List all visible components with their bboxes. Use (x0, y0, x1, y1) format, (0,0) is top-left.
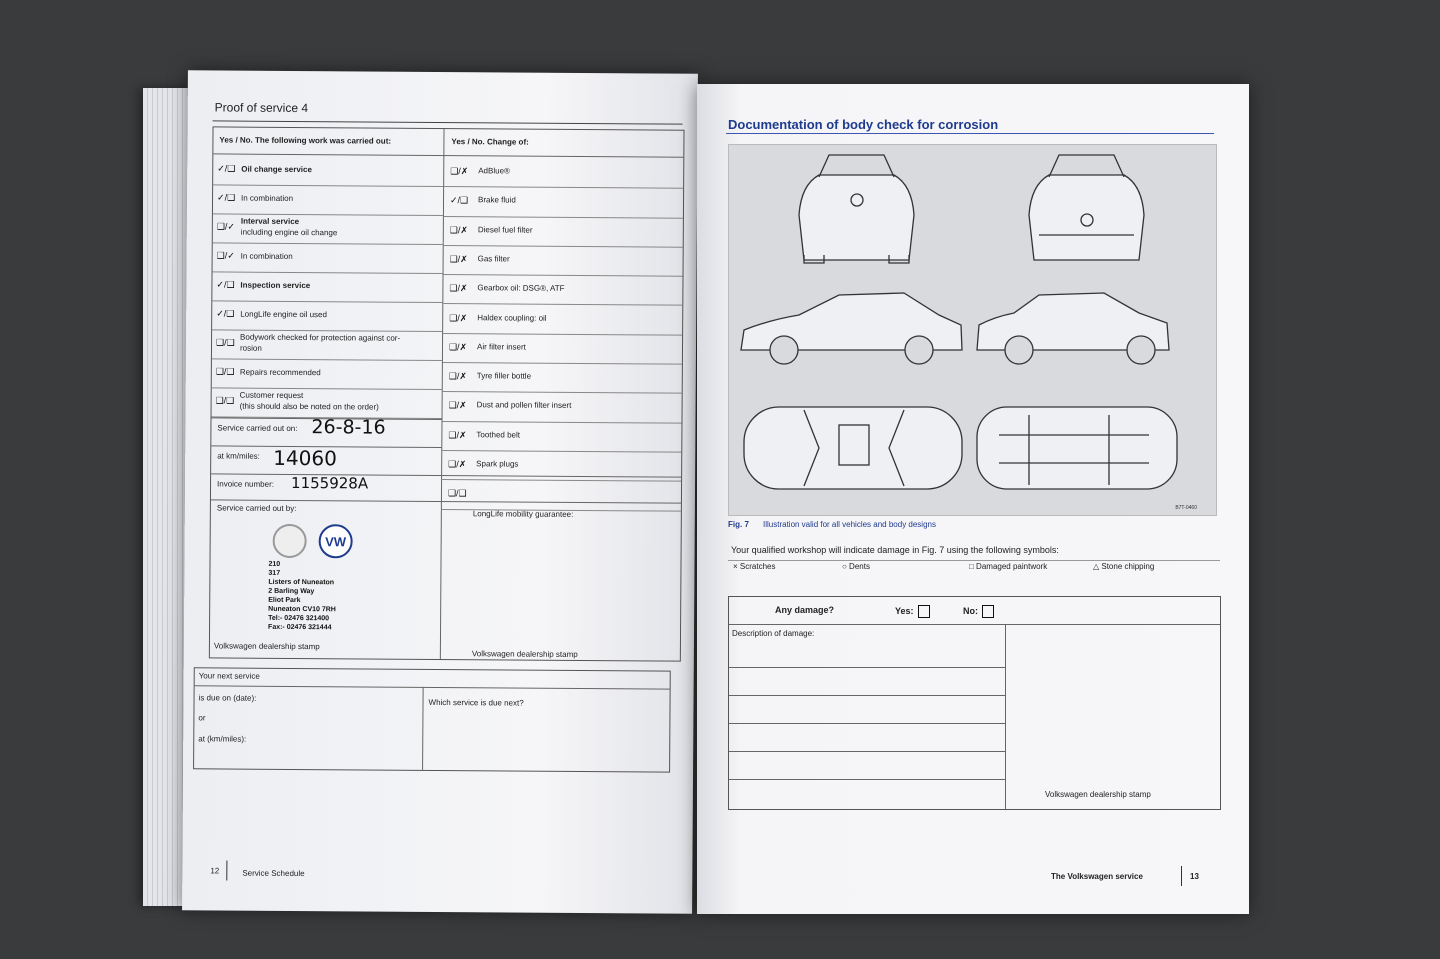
work-item-label: In combination (240, 251, 293, 261)
change-item-label: Gas filter (477, 254, 510, 264)
stamp-line: Nuneaton CV10 7RH (268, 605, 336, 614)
work-item-row (213, 184, 443, 216)
damage-symbol-legend: △ Stone chipping (1093, 562, 1155, 571)
service-date-label: Service carried out on: (217, 423, 298, 434)
work-item-row (212, 300, 442, 332)
change-item-row (443, 304, 682, 336)
dealer-stamp-label: Volkswagen dealership stamp (1045, 790, 1151, 799)
change-header: Yes / No. Change of: (451, 137, 529, 147)
work-item-row (212, 358, 442, 390)
yes-no-checkbox[interactable]: ✓/❑ (217, 163, 236, 174)
any-damage-label: Any damage? (775, 605, 835, 615)
figure-label: Fig. 7 (728, 520, 749, 529)
work-item-row (212, 271, 442, 303)
yes-no-checkbox[interactable]: ❑/✓ (216, 250, 235, 261)
right-page-number: 13 (1190, 872, 1199, 881)
service-table (209, 126, 685, 661)
vw-logo-icon (319, 524, 353, 558)
change-item-label: Toothed belt (476, 429, 521, 440)
right-footer: The Volkswagen service (1051, 872, 1143, 881)
or-label: or (198, 713, 206, 723)
work-item-label: Bodywork checked for protection against cor- (240, 332, 401, 343)
svg-text:VW: VW (325, 534, 347, 550)
yes-no-checkbox[interactable]: ✓/❑ (216, 308, 235, 319)
no-checkbox[interactable] (982, 605, 994, 618)
work-item-label: Interval service (240, 216, 300, 227)
change-item-row (443, 333, 682, 365)
work-item-sublabel: including engine oil change (240, 227, 338, 238)
no-label: No: (963, 605, 994, 618)
service-by-label: Service carried out by: (216, 503, 297, 513)
change-item-label: Diesel fuel filter (477, 224, 533, 235)
mileage-value[interactable]: 14060 (273, 445, 337, 471)
invoice-value[interactable]: 1155928A (290, 473, 369, 493)
change-item-row (443, 274, 682, 306)
work-item-label: Customer request (239, 390, 304, 401)
change-item-label: Gearbox oil: DSG®, ATF (477, 283, 565, 294)
work-item-row (213, 155, 443, 187)
car-outlines (729, 145, 1216, 515)
yes-no-checkbox[interactable]: ❑/✗ (449, 253, 468, 265)
change-item-label: Dust and pollen filter insert (476, 400, 572, 411)
work-item-label: Repairs recommended (239, 367, 321, 378)
longlife-label: LongLife mobility guarantee: (472, 509, 574, 519)
change-item-row (442, 421, 681, 453)
work-item-row (212, 329, 442, 361)
change-item-row (442, 479, 681, 511)
dealer-stamp-label-2: Volkswagen dealership stamp (471, 649, 578, 659)
yes-no-checkbox[interactable]: ❑/✗ (448, 400, 467, 411)
work-header: Yes / No. The following work was carried out: (219, 135, 392, 146)
figure-code: B7T-0460 (1175, 505, 1197, 511)
change-item-row (444, 216, 683, 248)
change-item-row (442, 391, 681, 423)
left-page (182, 70, 698, 914)
damage-table (728, 596, 1221, 810)
instruction-text: Your qualified workshop will indicate damage in Fig. 7 using the following symbols: (731, 545, 1059, 555)
work-item-row (213, 242, 443, 274)
service-date-value[interactable]: 26-8-16 (311, 416, 386, 439)
work-item-sublabel: (this should also be noted on the order) (239, 401, 379, 412)
yes-checkbox[interactable] (918, 605, 930, 618)
change-item-label: Tyre filler bottle (476, 371, 532, 381)
change-item-row (444, 245, 683, 277)
dealer-logo-icon (273, 524, 307, 558)
page-title: Documentation of body check for corrosion (728, 117, 999, 132)
car-diagram-figure (728, 144, 1217, 516)
yes-no-checkbox[interactable]: ❑/✗ (448, 371, 467, 382)
change-item-row (444, 157, 683, 189)
damage-symbol-legend: ○ Dents (842, 562, 870, 571)
page-title: Proof of service 4 (214, 100, 309, 116)
stamp-line: 2 Barling Way (268, 587, 315, 596)
damage-symbol-legend: □ Damaged paintwork (969, 562, 1048, 571)
left-footer: Service Schedule (242, 868, 305, 879)
yes-no-checkbox[interactable]: ❑/❑ (215, 366, 235, 377)
dealer-stamp-text (268, 560, 336, 632)
stamp-line: Listers of Nuneaton (268, 578, 335, 587)
description-label: Description of damage: (732, 629, 815, 638)
yes-no-checkbox[interactable]: ❑/✓ (216, 221, 236, 232)
change-item-row (444, 186, 683, 218)
yes-no-checkbox[interactable]: ❑/✗ (449, 224, 468, 235)
work-item-row (213, 213, 443, 245)
yes-label: Yes: (895, 605, 930, 618)
yes-no-checkbox[interactable]: ❑/✗ (450, 166, 469, 177)
figure-caption: Illustration valid for all vehicles and body designs (763, 520, 936, 529)
right-page (697, 84, 1249, 914)
yes-no-checkbox[interactable]: ❑/✗ (449, 312, 468, 323)
left-page-number: 12 (210, 866, 220, 876)
yes-no-checkbox[interactable]: ❑/✗ (448, 429, 467, 440)
work-item-label: In combination (241, 193, 294, 203)
yes-no-checkbox[interactable]: ❑/❑ (216, 337, 235, 348)
next-service-header: Your next service (198, 671, 260, 681)
dealer-stamp-label: Volkswagen dealership stamp (213, 641, 320, 652)
change-item-row (443, 362, 682, 394)
mileage-label: at km/miles: (217, 451, 260, 461)
yes-no-checkbox[interactable]: ❑/❑ (447, 488, 467, 499)
work-item-label: Oil change service (241, 164, 312, 175)
stamp-line: Eliot Park (268, 596, 301, 605)
yes-no-checkbox[interactable]: ✓/❑ (217, 192, 236, 203)
stamp-line: 317 (268, 569, 281, 577)
change-item-label: AdBlue® (478, 166, 510, 176)
work-item-sublabel: rosion (239, 343, 262, 353)
yes-no-checkbox[interactable]: ❑/✗ (448, 459, 467, 470)
yes-no-checkbox[interactable]: ✓/❑ (450, 195, 469, 206)
stamp-line: 210 (268, 560, 281, 568)
change-item-label: Spark plugs (476, 459, 519, 469)
next-service-table (193, 667, 671, 772)
due-date-label: is due on (date): (198, 693, 257, 703)
yes-no-checkbox[interactable]: ❑/✗ (448, 341, 468, 352)
invoice-label: Invoice number: (217, 479, 275, 489)
yes-no-checkbox[interactable]: ✓/❑ (216, 279, 235, 290)
change-item-label: Air filter insert (476, 342, 526, 352)
stamp-line: Fax:- 02476 321444 (268, 623, 332, 632)
damage-symbol-legend: × Scratches (733, 562, 776, 571)
due-km-label: at (km/miles): (198, 734, 247, 744)
yes-no-checkbox[interactable]: ❑/❑ (215, 395, 235, 406)
work-item-label: LongLife engine oil used (240, 309, 328, 320)
which-service-label: Which service is due next? (428, 697, 524, 708)
yes-no-checkbox[interactable]: ❑/✗ (449, 283, 468, 294)
change-item-label: Haldex coupling: oil (477, 312, 547, 323)
work-item-label: Inspection service (240, 280, 311, 291)
work-item-row (212, 387, 442, 419)
stamp-line: Tel:- 02476 321400 (268, 614, 330, 623)
change-item-label: Brake fluid (478, 195, 516, 205)
